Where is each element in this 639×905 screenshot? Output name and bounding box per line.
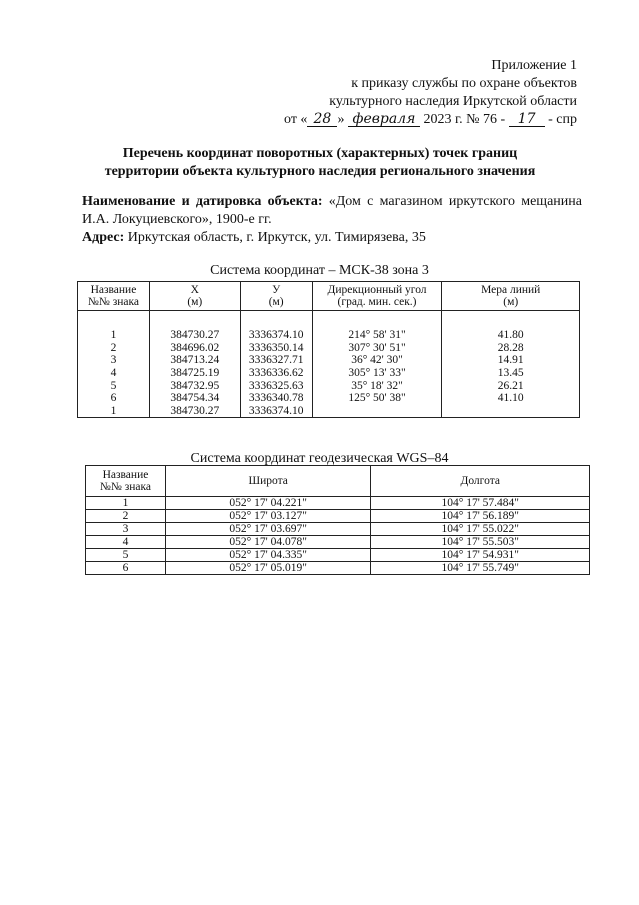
title-line-1: Перечень координат поворотных (характерных) точек границ (122, 146, 518, 161)
table-row: 1 384730.27 3336374.10 214° 58' 31" 41.80 (78, 329, 580, 342)
appendix-line-3: культурного наследия Иркутской области (329, 94, 577, 109)
table-row: 1 052° 17' 04.221" 104° 17' 57.484" (86, 497, 590, 510)
table-row: 4 384725.19 3336336.62 305° 13' 33" 13.45 (78, 367, 580, 380)
wgs84-coordinates-table (85, 465, 590, 575)
table-row: 5 052° 17' 04.335" 104° 17' 54.931" (86, 549, 590, 562)
date-prefix: от « (284, 112, 308, 127)
table-header-row (78, 282, 580, 311)
spacer-row (78, 311, 580, 330)
header-x: X (м) (149, 282, 240, 311)
header-y: У (м) (240, 282, 312, 311)
header-line-length: Мера линий (м) (442, 282, 580, 311)
msk38-coordinates-table (77, 281, 580, 418)
table-header-row (86, 466, 590, 497)
table1-caption: Система координат – МСК-38 зона 3 (210, 263, 429, 278)
appendix-line-2: к приказу службы по охране объектов (351, 76, 577, 91)
object-name-value: «Дом с магазином иркутского мещанина И.А. Локуциевского», 1900-е гг. (82, 194, 582, 227)
object-name-paragraph (82, 193, 582, 229)
header-latitude: Широта (165, 466, 371, 497)
table-row: 2 052° 17' 03.127" 104° 17' 56.189" (86, 510, 590, 523)
object-address-label: Адрес: (82, 230, 125, 245)
table-row: 5 384732.95 3336325.63 35° 18' 32" 26.21 (78, 379, 580, 392)
appendix-line-1: Приложение 1 (491, 58, 577, 73)
date-mid: » (337, 112, 348, 127)
appendix-header (284, 57, 577, 129)
table-row: 3 052° 17' 03.697" 104° 17' 55.022" (86, 523, 590, 536)
table-row: 1 384730.27 3336374.10 (78, 405, 580, 418)
header-point-name: Название №№ знака (78, 282, 150, 311)
header-direction-angle: Дирекционный угол (град. мин. сек.) (312, 282, 442, 311)
header-longitude: Долгота (371, 466, 590, 497)
table-row: 4 052° 17' 04.078" 104° 17' 55.503" (86, 536, 590, 549)
table2-caption: Система координат геодезическая WGS–84 (190, 451, 449, 466)
table-row: 3 384713.24 3336327.71 36° 42' 30" 14.91 (78, 354, 580, 367)
object-info (82, 193, 582, 247)
number-suffix: - спр (544, 112, 577, 127)
date-suffix: 2023 г. № 76 - (419, 112, 509, 127)
handwritten-month: февраля (348, 112, 420, 127)
header-point-name: Название №№ знака (86, 466, 166, 497)
table-row: 6 052° 17' 05.019" 104° 17' 55.749" (86, 562, 590, 575)
handwritten-order-number: 17 (509, 112, 545, 127)
document-title (60, 145, 580, 181)
object-address-value: Иркутская область, г. Иркутск, ул. Тимирязева, 35 (124, 230, 426, 245)
title-line-2: территории объекта культурного наследия регионального значения (104, 164, 536, 179)
handwritten-day: 28 (307, 112, 337, 127)
object-address-paragraph (82, 229, 582, 247)
object-name-label: Наименование и датировка объекта: (82, 194, 323, 209)
table-row: 6 384754.34 3336340.78 125° 50' 38" 41.10 (78, 392, 580, 405)
table-row: 2 384696.02 3336350.14 307° 30' 51" 28.28 (78, 342, 580, 355)
order-date-line (284, 111, 577, 129)
